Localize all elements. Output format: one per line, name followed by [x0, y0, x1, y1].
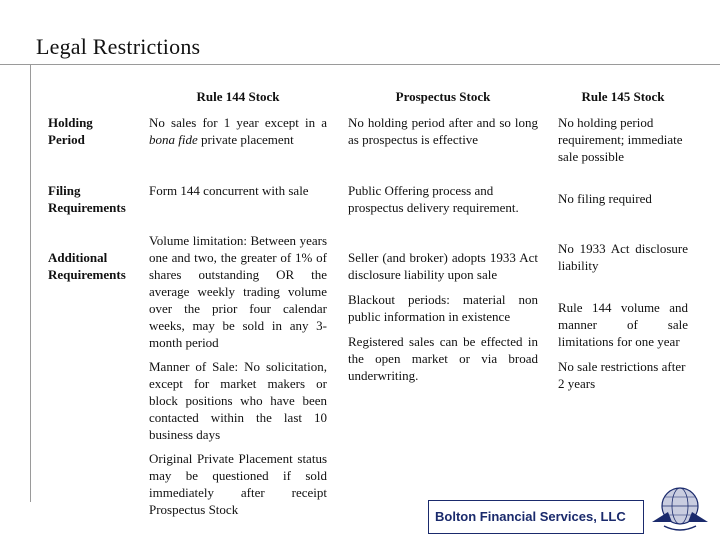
row-label-line: Holding	[48, 115, 93, 130]
cell-filing-rule145: No filing required	[558, 191, 652, 206]
page-title: Legal Restrictions	[36, 34, 201, 59]
column-header-rule145: Rule 145 Stock	[581, 89, 665, 104]
company-name: Bolton Financial Services, LLC	[435, 509, 626, 524]
cell-additional-rule145-liability: No 1933 Act disclosure liability	[558, 241, 688, 273]
row-label-holding-period	[48, 114, 93, 148]
row-label-line: Filing	[48, 183, 81, 198]
title-divider	[0, 64, 720, 65]
column-header-rule144: Rule 144 Stock	[196, 89, 280, 104]
row-label-line: Period	[48, 132, 85, 147]
cell-additional-rule145-restrictions: No sale restrictions after 2 years	[558, 359, 686, 391]
cell-additional-prospectus-registered: Registered sales can be effected in the open market or via broad underwriting.	[348, 334, 538, 383]
cell-additional-rule144-manner: Manner of Sale: No solicitation, except for market makers or block positions who have been contacted within the last 10 business days	[149, 359, 327, 442]
globe-logo-icon	[650, 482, 710, 534]
row-label-line: Requirements	[48, 200, 126, 215]
cell-text-italic: bona fide	[149, 132, 198, 147]
cell-holding-prospectus: No holding period after and so long as prospectus is effective	[348, 115, 538, 147]
left-divider	[30, 64, 31, 502]
cell-text: No sales for 1 year except in a	[149, 115, 327, 130]
row-label-line: Requirements	[48, 267, 126, 282]
cell-additional-rule144-private: Original Private Placement status may be questioned if sold immediately after receipt Prospectus Stock	[149, 451, 327, 517]
cell-additional-rule144-volume: Volume limitation: Between years one and two, the greater of 1% of shares outstanding OR the average weekly trading volume over the prior four calendar weeks, may be sold in any 3-month period	[149, 233, 327, 350]
column-header-prospectus: Prospectus Stock	[395, 89, 491, 104]
cell-additional-rule145-limitations: Rule 144 volume and manner of sale limitations for one year	[558, 300, 688, 349]
row-label-line: Additional	[48, 250, 108, 265]
cell-additional-prospectus-blackout: Blackout periods: material non public information in existence	[348, 292, 538, 324]
company-footer	[428, 500, 644, 534]
cell-holding-rule145: No holding period requirement; immediate sale possible	[558, 115, 683, 164]
row-label-filing-requirements	[48, 182, 126, 216]
row-label-additional-requirements	[48, 249, 126, 283]
cell-filing-rule144: Form 144 concurrent with sale	[149, 183, 309, 198]
cell-filing-prospectus: Public Offering process and prospectus delivery requirement.	[348, 183, 519, 215]
cell-text: private placement	[197, 132, 294, 147]
cell-additional-prospectus-liability: Seller (and broker) adopts 1933 Act disclosure liability upon sale	[348, 250, 538, 282]
cell-holding-rule144	[149, 114, 327, 148]
